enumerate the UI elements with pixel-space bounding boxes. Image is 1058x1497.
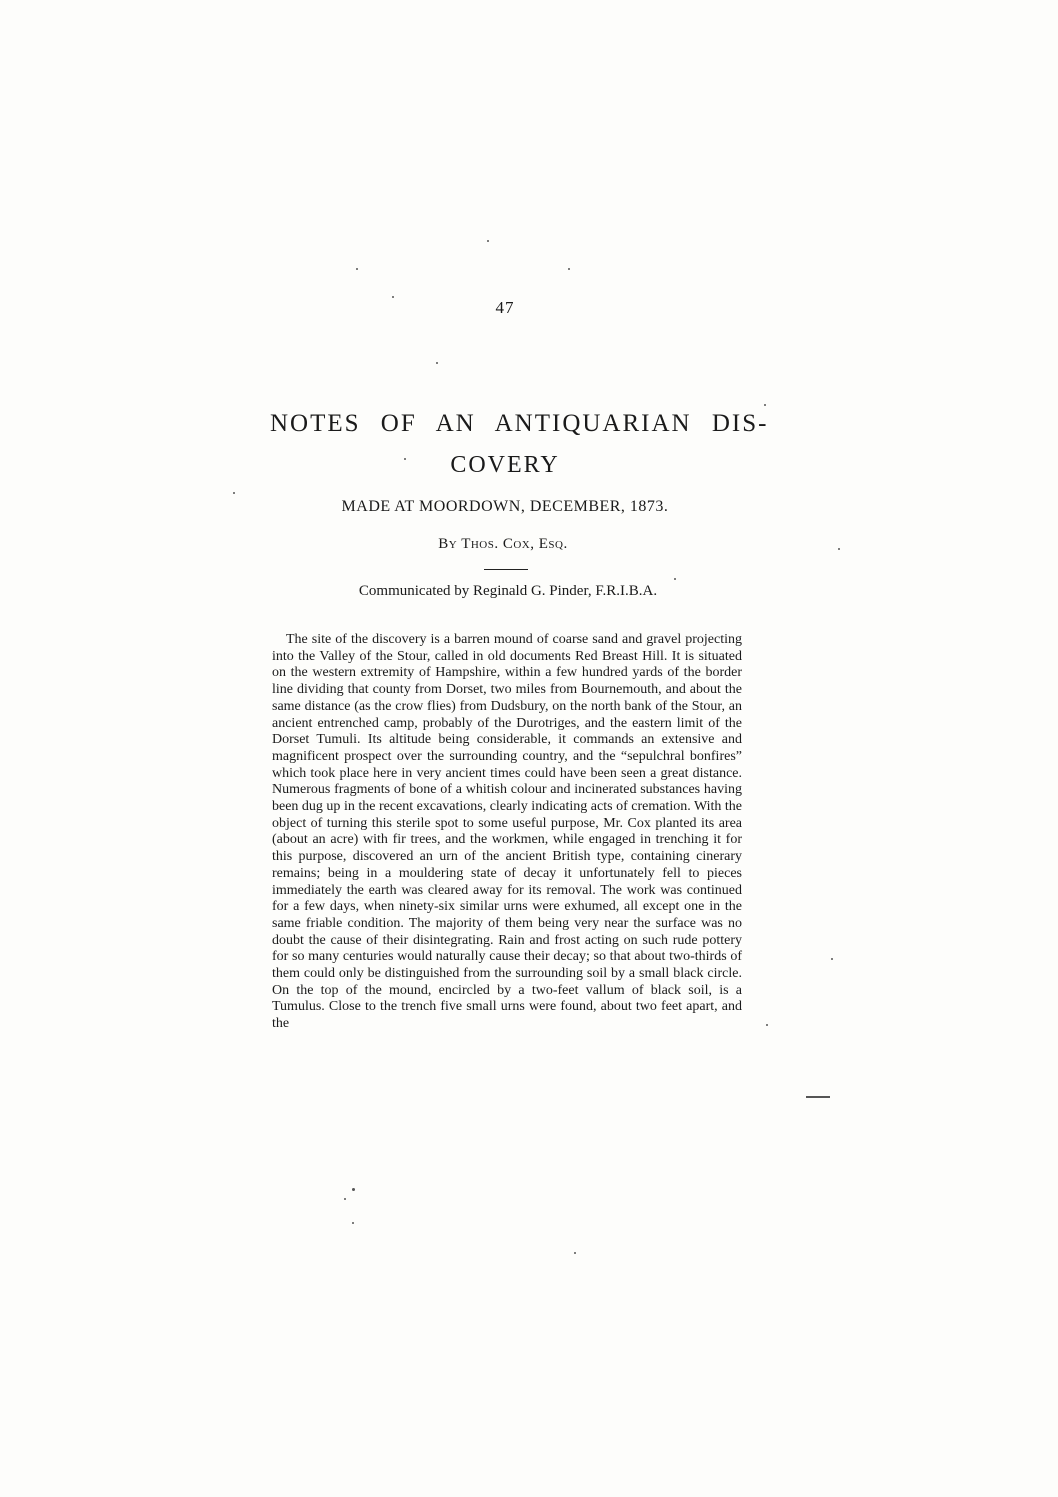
page-number: 47 <box>495 298 515 317</box>
scan-speck <box>487 240 489 242</box>
scan-speck <box>352 1188 355 1191</box>
scan-speck <box>344 1198 346 1200</box>
subtitle: MADE AT MOORDOWN, DECEMBER, 1873. <box>341 498 669 515</box>
scan-speck <box>436 362 438 364</box>
separator-rule <box>484 569 528 570</box>
scan-speck <box>838 548 840 550</box>
scan-speck <box>764 404 766 406</box>
scan-speck <box>352 1222 354 1224</box>
scan-speck <box>674 578 676 580</box>
scan-speck <box>233 492 235 494</box>
scan-speck <box>356 268 358 270</box>
scan-speck <box>574 1252 576 1254</box>
scan-speck <box>831 958 833 960</box>
scan-speck <box>766 1024 768 1026</box>
scan-speck <box>806 1096 830 1098</box>
scan-speck <box>404 458 406 460</box>
title-line-1: NOTES OF AN ANTIQUARIAN DIS- <box>270 410 769 437</box>
scan-speck <box>568 268 570 270</box>
body-paragraph: The site of the discovery is a barren mound of coarse sand and gravel projecting into the Valley of the Stour, called in old documents Red Breast Hill. It is situated on the western extremity of Hampshire, within a few hundred yards of the border line dividing that county from Dorset, two miles from Bournemouth, and about the same distance (as the crow flies) from Dudsbury, on the north bank of the Stour, an ancient entrenched camp, probably of the Durotriges, and the eastern limit of the Dorset Tumuli. Its altitude being considerable, it commands an extensive and magnificent prospect over the surrounding country, and the “sepulchral bonfires” which took place here in very ancient times could have been seen a great distance. Numerous fragments of bone of a whitish colour and incinerated substances having been dug up in the recent excavations, clearly indicating acts of cremation. With the object of turning this sterile spot to some useful purpose, Mr. Cox planted its area (about an acre) with fir trees, and the workmen, while engaged in trenching it for this purpose, discovered an urn of the ancient British type, containing cinerary remains; being in a mouldering state of decay it unfortunately fell to pieces immediately the earth was cleared away for its removal. The work was continued for a few days, when ninety-six similar urns were exhumed, all except one in the same friable condition. The majority of them being very near the surface was no doubt the cause of their disintegrating. Rain and frost acting on such rude pottery for so many centuries would naturally cause their decay; so that about two-thirds of them could only be distinguished from the surrounding soil by a small black circle. On the top of the mound, encircled by a two-feet vallum of black soil, is a Tumulus. Close to the trench five small urns were found, about two feet apart, and the <box>272 632 742 1032</box>
byline: By Thos. Cox, Esq. <box>438 536 568 552</box>
title-line-2: COVERY <box>450 452 560 478</box>
scan-speck <box>392 296 394 298</box>
communicated-by: Communicated by Reginald G. Pinder, F.R.I.B.A. <box>358 583 658 599</box>
